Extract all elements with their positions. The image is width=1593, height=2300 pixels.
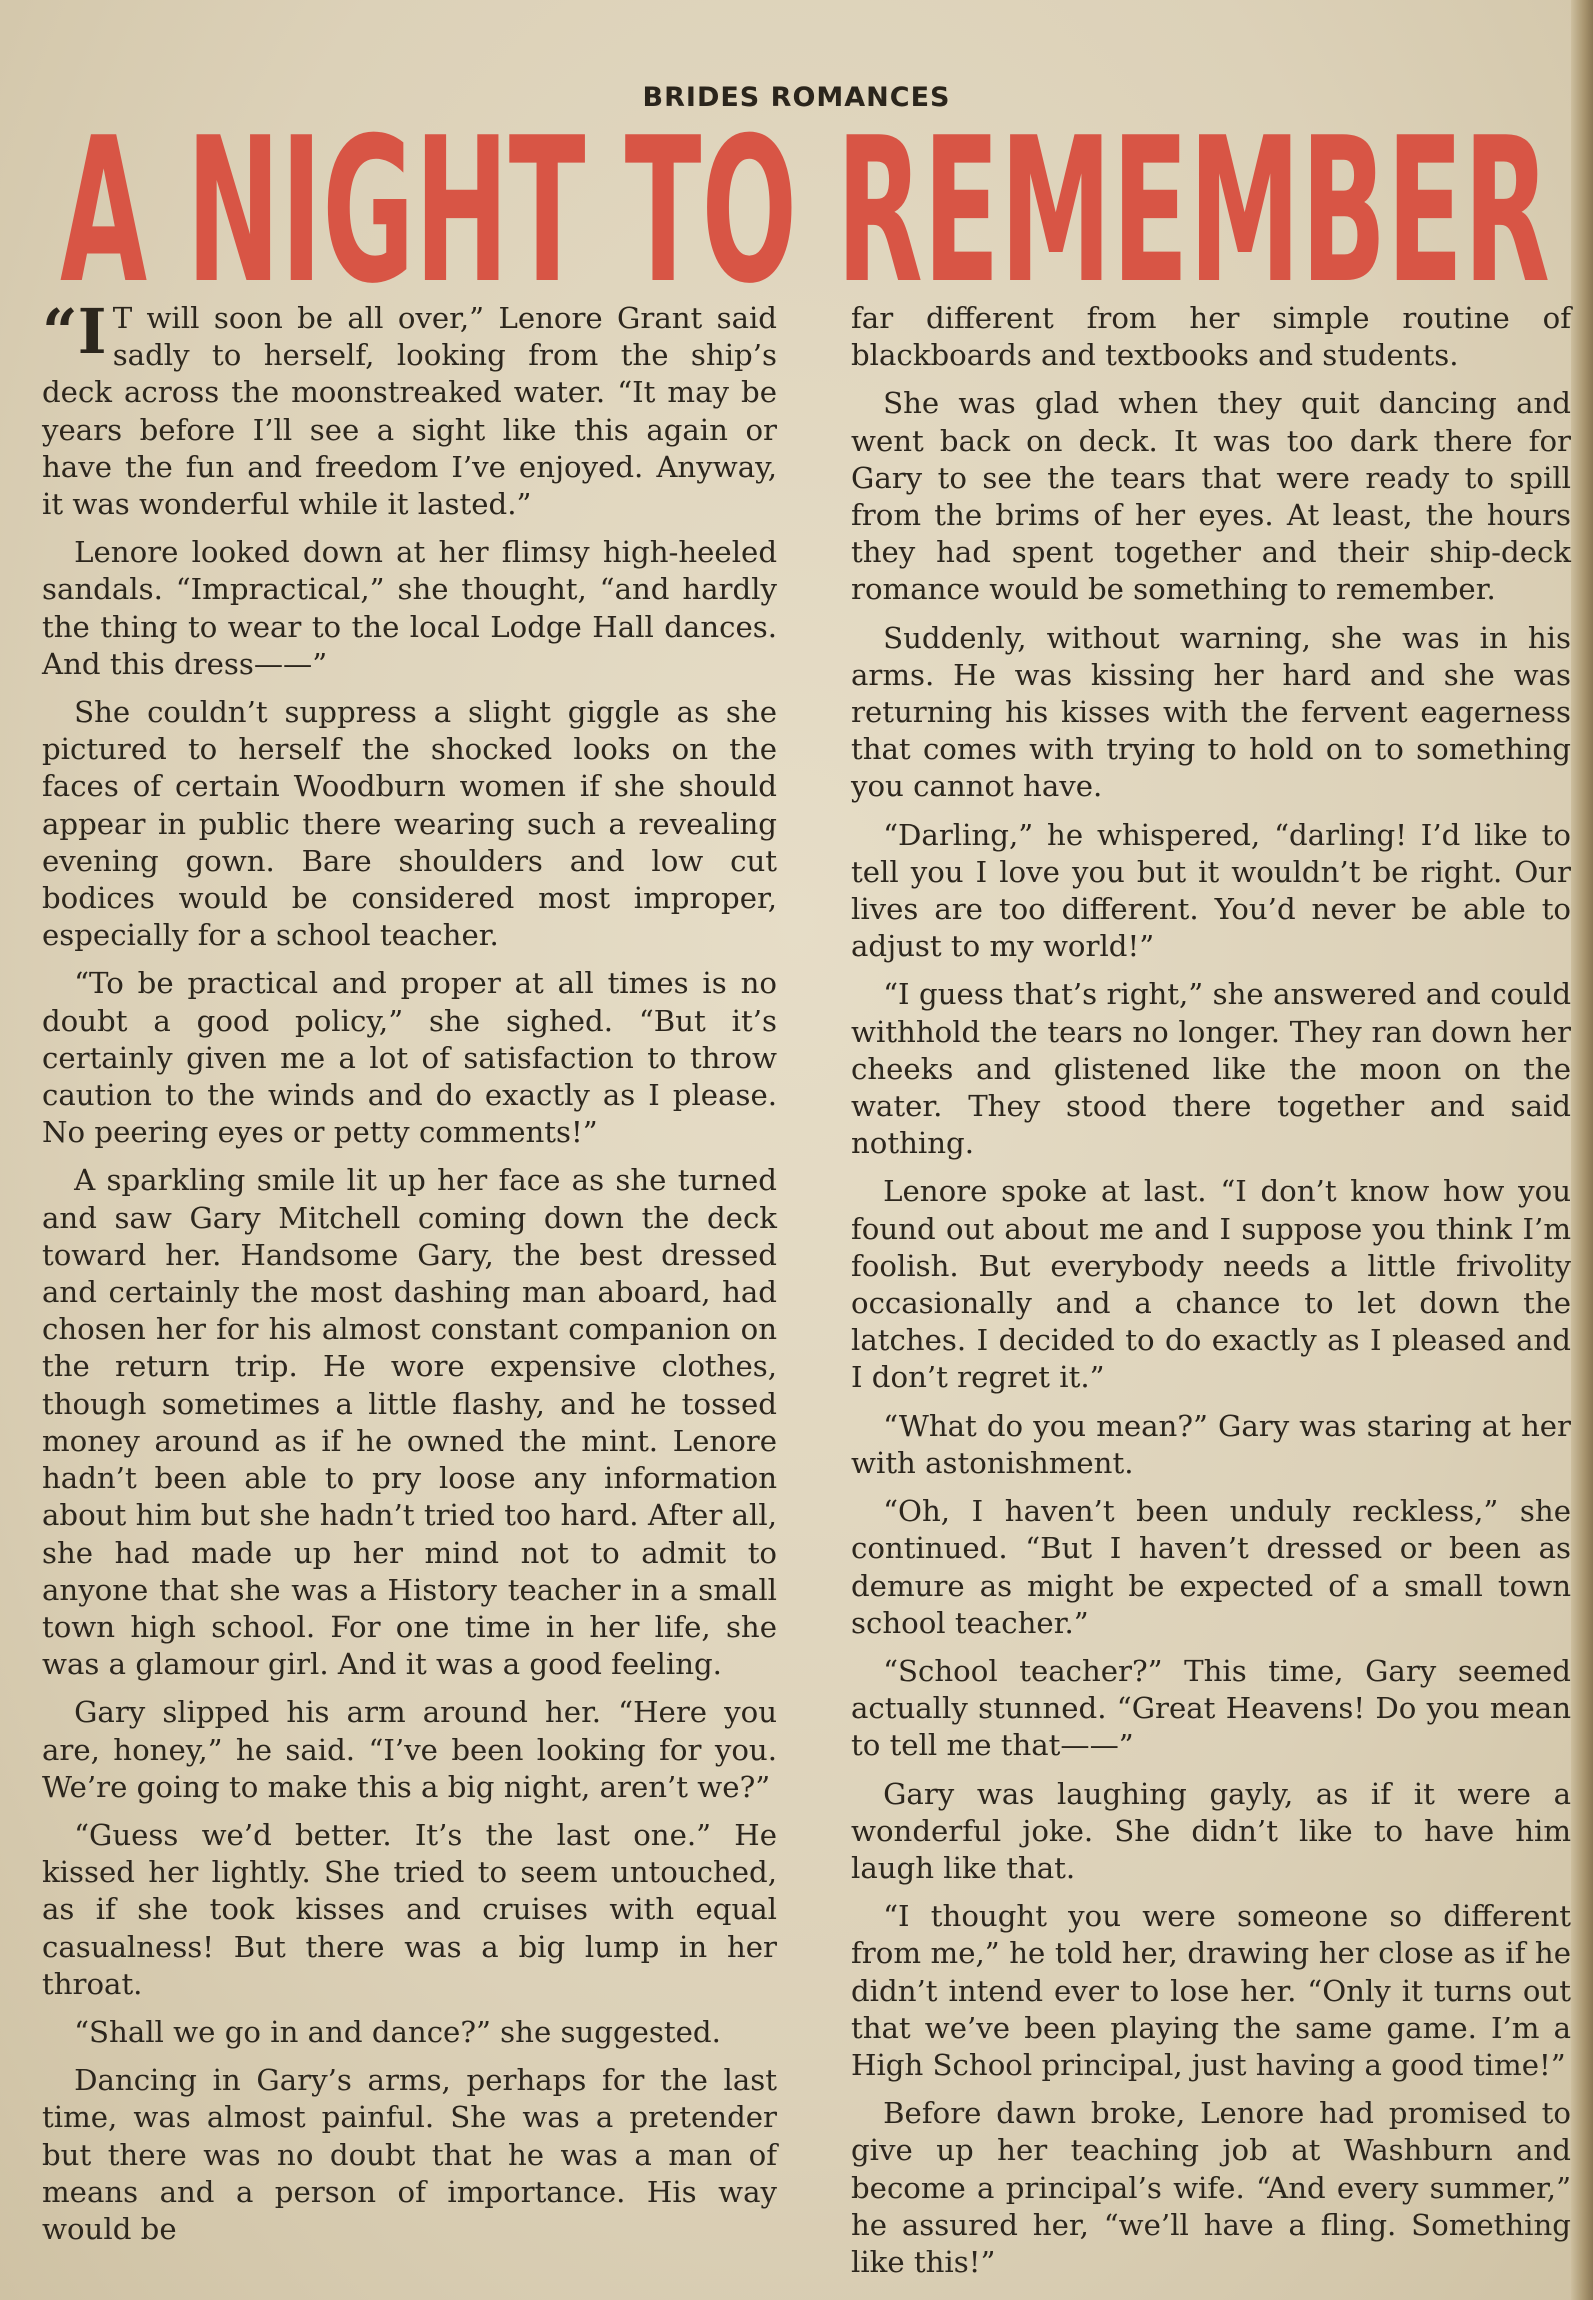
- paragraph: She couldn’t suppress a slight giggle as she pictured to herself the shocked looks on the faces of certain Woodburn women if she should appear in public there wearing such a revealing evening gown. Bare shoulders and low cut bodices would be considered most improper, especially for a school teacher.: [42, 695, 777, 953]
- series-title: BRIDES ROMANCES: [642, 82, 951, 113]
- paragraph: Gary slipped his arm around her. “Here you are, honey,” he said. “I’ve been looking for you. We’re going to make this a big night, aren’t we?”: [42, 1695, 777, 1804]
- paragraph: She was glad when they quit dancing and went back on deck. It was too dark there for Gary to see the tears that were ready to spill from the brims of her eyes. At least, the hours they had spent together and their ship-deck romance would be something to remember.: [851, 386, 1571, 607]
- column-right: [851, 300, 1571, 2292]
- paragraph-opening: [42, 295, 777, 523]
- story-title-text: A NIGHT TO REMEMBER: [60, 112, 1550, 292]
- opening-text: T will soon be all over,” Lenore Grant said sadly to herself, looking from the ship’s deck across the moonstreaked water. “It may be years before I’ll see a sight like this again or have the fun and freedom I’ve enjoyed. Anyway, it was wonderful while it lasted.”: [42, 301, 777, 522]
- story-title-art: [60, 112, 1560, 292]
- paragraph: Before dawn broke, Lenore had promised to give up her teaching job at Washburn and become a principal’s wife. “And every summer,” he assured her, “we’ll have a fling. Something like this!”: [851, 2096, 1571, 2279]
- paragraph: Gary was laughing gayly, as if it were a wonderful joke. She didn’t like to have him laugh like that.: [851, 1776, 1571, 1885]
- page-spine-edge: [1571, 0, 1593, 2300]
- drop-cap-quote: “: [42, 295, 78, 368]
- paragraph: “Darling,” he whispered, “darling! I’d like to tell you I love you but it wouldn’t be right. Our lives are too different. You’d never be able to adjust to my world!”: [851, 817, 1571, 964]
- drop-cap: [42, 295, 113, 368]
- paragraph: Dancing in Gary’s arms, perhaps for the last time, was almost painful. She was a pretender but there was no doubt that he was a man of means and a person of importance. His way would be: [42, 2063, 777, 2246]
- story-title: [60, 112, 1560, 292]
- paragraph: “Oh, I haven’t been unduly reckless,” she continued. “But I haven’t dressed or been as demure as might be expected of a small town school teacher.”: [851, 1494, 1571, 1640]
- paragraph: A sparkling smile lit up her face as she turned and saw Gary Mitchell coming down the deck toward her. Handsome Gary, the best dressed and certainly the most dashing man aboard, had chosen her for his almost constant companion on the return trip. He wore expensive clothes, though sometimes a little flashy, and he tossed money around as if he owned the mint. Lenore hadn’t been able to pry loose any information about him but she hadn’t tried too hard. After all, she had made up her mind not to admit to anyone that she was a History teacher in a small town high school. For one time in her life, she was a glamour girl. And it was a good feeling.: [42, 1163, 777, 1682]
- column-left: [42, 295, 777, 2259]
- paragraph: Lenore looked down at her flimsy high-heeled sandals. “Impractical,” she thought, “and hardly the thing to wear to the local Lodge Hall dances. And this dress——”: [42, 535, 777, 681]
- paragraph: “I guess that’s right,” she answered and could withhold the tears no longer. They ran down her cheeks and glistened like the moon on the water. They stood there together and said nothing.: [851, 977, 1571, 1161]
- paragraph: “School teacher?” This time, Gary seemed actually stunned. “Great Heavens! Do you mean to tell me that——”: [851, 1653, 1571, 1763]
- paragraph: “Guess we’d better. It’s the last one.” He kissed her lightly. She tried to seem untouched, as if she took kisses and cruises with equal casualness! But there was a big lump in her throat.: [42, 1817, 777, 2001]
- drop-cap-letter: I: [77, 295, 107, 368]
- paragraph: “I thought you were someone so different from me,” he told her, drawing her close as if he didn’t intend ever to lose her. “Only it turns out that we’ve been playing the same game. I’m a High School principal, just having a good time!”: [851, 1899, 1571, 2082]
- paragraph: “What do you mean?” Gary was staring at her with astonishment.: [851, 1408, 1571, 1480]
- paragraph: “Shall we go in and dance?” she suggested.: [74, 2014, 721, 2049]
- paragraph: far different from her simple routine of blackboards and textbooks and students.: [851, 301, 1571, 373]
- paragraph: “To be practical and proper at all times is no doubt a good policy,” she sighed. “But it’s certainly given me a lot of satisfaction to throw caution to the winds and do exactly as I please. No peering eyes or petty comments!”: [42, 966, 777, 1150]
- paragraph: Suddenly, without warning, she was in his arms. He was kissing her hard and she was returning his kisses with the fervent eagerness that comes with trying to hold on to something you cannot have.: [851, 620, 1571, 804]
- paragraph: Lenore spoke at last. “I don’t know how you found out about me and I suppose you think I’m foolish. But everybody needs a little frivolity occasionally and a chance to let down the latches. I decided to do exactly as I pleased and I don’t regret it.”: [851, 1174, 1571, 1395]
